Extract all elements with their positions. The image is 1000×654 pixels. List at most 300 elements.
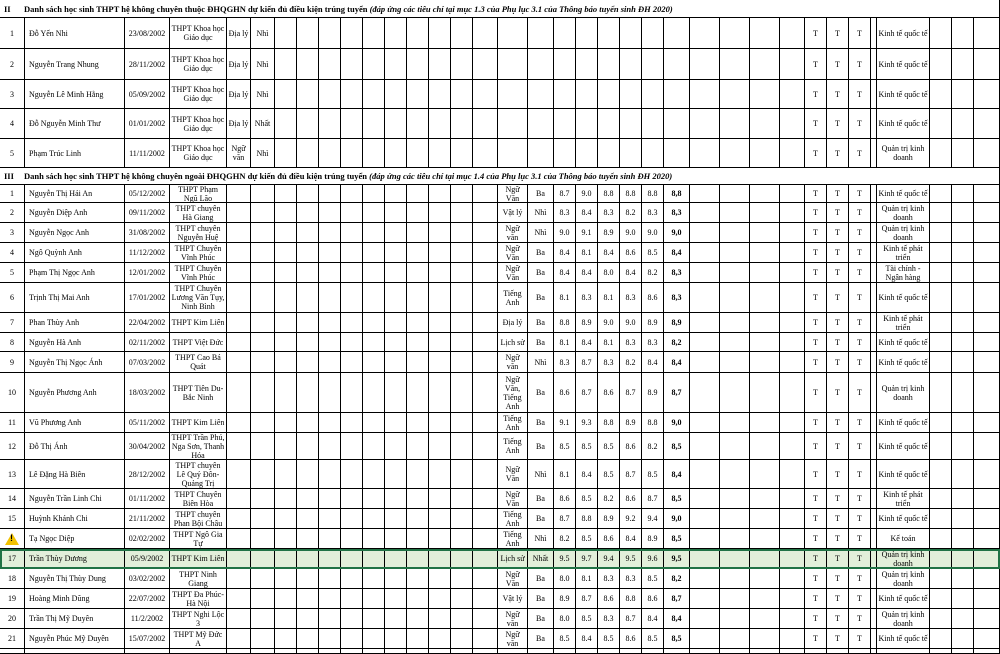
empty-cell[interactable]: [952, 629, 974, 649]
empty-cell[interactable]: [952, 433, 974, 460]
empty-cell[interactable]: [429, 609, 451, 629]
major-cell[interactable]: Kinh tế quốc tế: [877, 589, 930, 609]
average-score-cell[interactable]: 8,5: [664, 529, 690, 549]
major-cell[interactable]: Kinh tế quốc tế: [877, 109, 930, 139]
prize-cell[interactable]: Ba: [528, 589, 554, 609]
prize-cell[interactable]: Ba: [528, 629, 554, 649]
score-cell[interactable]: [576, 18, 598, 49]
score-cell[interactable]: [642, 80, 664, 109]
empty-cell[interactable]: [952, 460, 974, 489]
subject-cell[interactable]: Tiếng Anh: [498, 413, 528, 433]
empty-cell[interactable]: [363, 433, 385, 460]
empty-cell[interactable]: [319, 109, 341, 139]
score-cell[interactable]: 8.8: [554, 313, 576, 333]
criteria-cell[interactable]: T: [827, 529, 849, 549]
empty-cell[interactable]: [720, 243, 750, 263]
empty-cell[interactable]: [473, 352, 498, 373]
empty-cell[interactable]: [974, 243, 1000, 263]
subject-cell[interactable]: [227, 243, 251, 263]
score-cell[interactable]: 8.1: [598, 333, 620, 352]
score-cell[interactable]: [642, 109, 664, 139]
empty-cell[interactable]: [363, 549, 385, 569]
birth-date-cell[interactable]: 28/11/2002: [125, 49, 170, 80]
row-number-cell[interactable]: 5: [0, 263, 25, 283]
score-cell[interactable]: 8.6: [620, 489, 642, 509]
empty-cell[interactable]: [341, 333, 363, 352]
empty-cell[interactable]: [275, 109, 297, 139]
score-cell[interactable]: [598, 49, 620, 80]
empty-cell[interactable]: [385, 109, 407, 139]
empty-cell[interactable]: [407, 352, 429, 373]
student-row[interactable]: [0, 313, 1000, 333]
average-score-cell[interactable]: 8,8: [664, 185, 690, 203]
student-name-cell[interactable]: Nguyễn Thị Hải An: [25, 185, 125, 203]
prize-cell[interactable]: Nhì: [528, 460, 554, 489]
student-row[interactable]: [0, 243, 1000, 263]
score-cell[interactable]: 8.3: [598, 609, 620, 629]
subject-cell[interactable]: Lịch sử: [498, 549, 528, 569]
subject-cell[interactable]: [227, 203, 251, 223]
empty-cell[interactable]: [385, 283, 407, 313]
score-cell[interactable]: [554, 649, 576, 654]
empty-cell[interactable]: [720, 139, 750, 168]
score-cell[interactable]: 8.8: [642, 185, 664, 203]
score-cell[interactable]: 8.5: [576, 489, 598, 509]
score-cell[interactable]: [576, 80, 598, 109]
empty-cell[interactable]: [930, 413, 952, 433]
score-cell[interactable]: 8.5: [642, 569, 664, 589]
school-cell[interactable]: THPT Kim Liên: [170, 549, 227, 569]
score-cell[interactable]: 8.9: [642, 373, 664, 413]
empty-cell[interactable]: [930, 283, 952, 313]
empty-cell[interactable]: [275, 460, 297, 489]
empty-cell[interactable]: [720, 529, 750, 549]
criteria-cell[interactable]: T: [827, 203, 849, 223]
empty-cell[interactable]: [451, 313, 473, 333]
subject-cell[interactable]: [227, 223, 251, 243]
criteria-cell[interactable]: T: [849, 139, 871, 168]
subject-cell[interactable]: [227, 352, 251, 373]
empty-cell[interactable]: [750, 352, 780, 373]
score-cell[interactable]: 8.7: [554, 185, 576, 203]
average-score-cell[interactable]: 8,3: [664, 283, 690, 313]
major-cell[interactable]: Quản trị kinh doanh: [877, 569, 930, 589]
empty-cell[interactable]: [363, 609, 385, 629]
criteria-cell[interactable]: T: [805, 49, 827, 80]
score-cell[interactable]: [620, 80, 642, 109]
subject-cell[interactable]: Ngữ văn: [498, 629, 528, 649]
empty-cell[interactable]: [473, 433, 498, 460]
criteria-cell[interactable]: T: [849, 433, 871, 460]
empty-cell[interactable]: [473, 609, 498, 629]
student-name-cell[interactable]: Nguyễn Trần Linh Chi: [25, 489, 125, 509]
major-cell[interactable]: [877, 649, 930, 654]
empty-cell[interactable]: [341, 569, 363, 589]
row-number-cell[interactable]: 8: [0, 333, 25, 352]
empty-cell[interactable]: [952, 529, 974, 549]
score-cell[interactable]: [598, 139, 620, 168]
major-cell[interactable]: Kinh tế quốc tế: [877, 352, 930, 373]
empty-cell[interactable]: [341, 529, 363, 549]
major-cell[interactable]: Kinh tế quốc tế: [877, 80, 930, 109]
student-row[interactable]: [0, 18, 1000, 49]
empty-cell[interactable]: [407, 203, 429, 223]
empty-cell[interactable]: [451, 609, 473, 629]
criteria-cell[interactable]: T: [827, 80, 849, 109]
score-cell[interactable]: [598, 80, 620, 109]
empty-cell[interactable]: [297, 333, 319, 352]
empty-cell[interactable]: [363, 80, 385, 109]
empty-cell[interactable]: [341, 629, 363, 649]
prize-cell[interactable]: [528, 80, 554, 109]
row-number-cell[interactable]: 6: [0, 283, 25, 313]
subject-cell[interactable]: [227, 489, 251, 509]
empty-cell[interactable]: [275, 263, 297, 283]
average-score-cell[interactable]: 8,4: [664, 352, 690, 373]
score-cell[interactable]: [620, 649, 642, 654]
empty-cell[interactable]: [275, 569, 297, 589]
score-cell[interactable]: 8.6: [554, 373, 576, 413]
subject-cell[interactable]: [227, 529, 251, 549]
score-cell[interactable]: 8.6: [620, 629, 642, 649]
score-cell[interactable]: [554, 80, 576, 109]
score-cell[interactable]: 8.6: [598, 373, 620, 413]
criteria-cell[interactable]: T: [849, 609, 871, 629]
empty-cell[interactable]: [690, 509, 720, 529]
empty-cell[interactable]: [952, 333, 974, 352]
empty-cell[interactable]: [363, 649, 385, 654]
score-cell[interactable]: 9.6: [642, 549, 664, 569]
empty-cell[interactable]: [385, 373, 407, 413]
average-score-cell[interactable]: [664, 649, 690, 654]
empty-cell[interactable]: [297, 243, 319, 263]
empty-cell[interactable]: [780, 489, 805, 509]
empty-cell[interactable]: [690, 139, 720, 168]
criteria-cell[interactable]: T: [805, 509, 827, 529]
empty-cell[interactable]: [363, 333, 385, 352]
empty-cell[interactable]: [930, 185, 952, 203]
section-title[interactable]: [0, 0, 1000, 18]
empty-cell[interactable]: [275, 649, 297, 654]
empty-cell[interactable]: [720, 413, 750, 433]
empty-cell[interactable]: [275, 549, 297, 569]
criteria-cell[interactable]: T: [849, 549, 871, 569]
empty-cell[interactable]: [385, 549, 407, 569]
student-row[interactable]: [0, 80, 1000, 109]
empty-cell[interactable]: [319, 549, 341, 569]
empty-cell[interactable]: [750, 529, 780, 549]
empty-cell[interactable]: [690, 49, 720, 80]
score-cell[interactable]: 8.9: [642, 313, 664, 333]
empty-cell[interactable]: [720, 589, 750, 609]
score-cell[interactable]: 9.0: [554, 223, 576, 243]
empty-cell[interactable]: [407, 185, 429, 203]
birth-date-cell[interactable]: 11/2/2002: [125, 609, 170, 629]
empty-cell[interactable]: [341, 263, 363, 283]
student-name-cell[interactable]: Trịnh Thị Mai Anh: [25, 283, 125, 313]
score-cell[interactable]: 8.7: [576, 589, 598, 609]
subject-cell[interactable]: [227, 549, 251, 569]
subject-cell[interactable]: Tiếng Anh: [498, 529, 528, 549]
empty-cell[interactable]: [690, 333, 720, 352]
empty-cell[interactable]: [319, 373, 341, 413]
criteria-cell[interactable]: T: [805, 313, 827, 333]
criteria-cell[interactable]: T: [827, 313, 849, 333]
empty-cell[interactable]: [451, 649, 473, 654]
empty-cell[interactable]: [451, 333, 473, 352]
empty-cell[interactable]: [429, 109, 451, 139]
criteria-cell[interactable]: T: [805, 529, 827, 549]
empty-cell[interactable]: [720, 313, 750, 333]
score-cell[interactable]: 8.9: [576, 313, 598, 333]
empty-cell[interactable]: [974, 509, 1000, 529]
empty-cell[interactable]: [451, 489, 473, 509]
empty-cell[interactable]: [750, 333, 780, 352]
score-cell[interactable]: 8.6: [642, 283, 664, 313]
major-cell[interactable]: Tài chính - Ngân hàng: [877, 263, 930, 283]
empty-cell[interactable]: [690, 80, 720, 109]
major-cell[interactable]: Kinh tế phát triển: [877, 313, 930, 333]
student-row[interactable]: [0, 352, 1000, 373]
criteria-cell[interactable]: T: [805, 223, 827, 243]
empty-cell[interactable]: [385, 569, 407, 589]
empty-cell[interactable]: [690, 243, 720, 263]
score-cell[interactable]: 8.5: [642, 243, 664, 263]
student-name-cell[interactable]: Phạm Thị Ngọc Anh: [25, 263, 125, 283]
score-cell[interactable]: 8.4: [576, 629, 598, 649]
empty-cell[interactable]: [385, 352, 407, 373]
empty-cell[interactable]: [275, 283, 297, 313]
empty-cell[interactable]: [974, 223, 1000, 243]
empty-cell[interactable]: [385, 139, 407, 168]
student-row[interactable]: [0, 529, 1000, 549]
empty-cell[interactable]: [407, 460, 429, 489]
score-cell[interactable]: 8.0: [598, 263, 620, 283]
prize-cell[interactable]: Nhì: [528, 223, 554, 243]
empty-cell[interactable]: [319, 629, 341, 649]
school-cell[interactable]: THPT Ninh Giang: [170, 569, 227, 589]
empty-cell[interactable]: [429, 649, 451, 654]
empty-cell[interactable]: [385, 433, 407, 460]
empty-cell[interactable]: [407, 109, 429, 139]
criteria-cell[interactable]: T: [849, 529, 871, 549]
empty-cell[interactable]: [275, 203, 297, 223]
student-row[interactable]: [0, 203, 1000, 223]
criteria-cell[interactable]: T: [827, 413, 849, 433]
average-score-cell[interactable]: [664, 80, 690, 109]
criteria-cell[interactable]: T: [827, 373, 849, 413]
subject-cell[interactable]: Địa lý: [227, 18, 251, 49]
empty-cell[interactable]: [473, 460, 498, 489]
score-cell[interactable]: [642, 139, 664, 168]
prize-cell[interactable]: [251, 629, 275, 649]
subject-cell[interactable]: [227, 649, 251, 654]
criteria-cell[interactable]: T: [827, 283, 849, 313]
empty-cell[interactable]: [429, 203, 451, 223]
birth-date-cell[interactable]: 05/11/2002: [125, 413, 170, 433]
school-cell[interactable]: THPT Kim Liên: [170, 313, 227, 333]
empty-cell[interactable]: [341, 109, 363, 139]
empty-cell[interactable]: [407, 433, 429, 460]
subject-cell[interactable]: [498, 80, 528, 109]
empty-cell[interactable]: [780, 243, 805, 263]
school-cell[interactable]: THPT Khoa học Giáo dục: [170, 18, 227, 49]
birth-date-cell[interactable]: 22/04/2002: [125, 313, 170, 333]
empty-cell[interactable]: [473, 243, 498, 263]
empty-cell[interactable]: [319, 589, 341, 609]
empty-cell[interactable]: [275, 529, 297, 549]
empty-cell[interactable]: [690, 629, 720, 649]
empty-cell[interactable]: [952, 49, 974, 80]
birth-date-cell[interactable]: 07/03/2002: [125, 352, 170, 373]
subject-cell[interactable]: [227, 263, 251, 283]
birth-date-cell[interactable]: 18/03/2002: [125, 373, 170, 413]
subject-cell[interactable]: Địa lý: [498, 313, 528, 333]
empty-cell[interactable]: [974, 433, 1000, 460]
score-cell[interactable]: 8.2: [620, 352, 642, 373]
major-cell[interactable]: Kinh tế quốc tế: [877, 509, 930, 529]
empty-cell[interactable]: [780, 629, 805, 649]
average-score-cell[interactable]: 8,4: [664, 609, 690, 629]
empty-cell[interactable]: [780, 49, 805, 80]
empty-cell[interactable]: [720, 185, 750, 203]
empty-cell[interactable]: [451, 185, 473, 203]
empty-cell[interactable]: [429, 185, 451, 203]
score-cell[interactable]: 8.3: [554, 203, 576, 223]
empty-cell[interactable]: [780, 263, 805, 283]
average-score-cell[interactable]: 8,3: [664, 203, 690, 223]
birth-date-cell[interactable]: 11/12/2002: [125, 243, 170, 263]
empty-cell[interactable]: [473, 203, 498, 223]
empty-cell[interactable]: [363, 49, 385, 80]
row-number-cell[interactable]: 13: [0, 460, 25, 489]
subject-cell[interactable]: [498, 49, 528, 80]
empty-cell[interactable]: [780, 529, 805, 549]
prize-cell[interactable]: Ba: [528, 283, 554, 313]
empty-cell[interactable]: [319, 18, 341, 49]
empty-cell[interactable]: [720, 509, 750, 529]
empty-cell[interactable]: [363, 243, 385, 263]
empty-cell[interactable]: [750, 185, 780, 203]
empty-cell[interactable]: [319, 243, 341, 263]
empty-cell[interactable]: [451, 629, 473, 649]
empty-cell[interactable]: [297, 489, 319, 509]
criteria-cell[interactable]: T: [849, 313, 871, 333]
empty-cell[interactable]: [429, 629, 451, 649]
criteria-cell[interactable]: [849, 649, 871, 654]
prize-cell[interactable]: Ba: [528, 243, 554, 263]
empty-cell[interactable]: [451, 352, 473, 373]
score-cell[interactable]: 8.2: [642, 263, 664, 283]
score-cell[interactable]: 8.7: [620, 373, 642, 413]
empty-cell[interactable]: [275, 313, 297, 333]
major-cell[interactable]: Kế toán: [877, 529, 930, 549]
score-cell[interactable]: 8.7: [554, 509, 576, 529]
score-cell[interactable]: 8.2: [598, 489, 620, 509]
empty-cell[interactable]: [720, 333, 750, 352]
score-cell[interactable]: [576, 49, 598, 80]
empty-cell[interactable]: [297, 460, 319, 489]
score-cell[interactable]: 8.4: [576, 333, 598, 352]
row-number-cell[interactable]: [0, 649, 25, 654]
empty-cell[interactable]: [690, 489, 720, 509]
empty-cell[interactable]: [319, 569, 341, 589]
empty-cell[interactable]: [363, 18, 385, 49]
subject-cell[interactable]: [227, 460, 251, 489]
student-name-cell[interactable]: Nguyễn Phúc Mỹ Duyên: [25, 629, 125, 649]
empty-cell[interactable]: [385, 223, 407, 243]
school-cell[interactable]: THPT chuyên Hà Giang: [170, 203, 227, 223]
criteria-cell[interactable]: T: [805, 352, 827, 373]
empty-cell[interactable]: [319, 313, 341, 333]
empty-cell[interactable]: [780, 649, 805, 654]
empty-cell[interactable]: [690, 433, 720, 460]
prize-cell[interactable]: Nhì: [251, 80, 275, 109]
empty-cell[interactable]: [473, 549, 498, 569]
score-cell[interactable]: 8.4: [642, 609, 664, 629]
empty-cell[interactable]: [780, 373, 805, 413]
empty-cell[interactable]: [690, 263, 720, 283]
empty-cell[interactable]: [952, 80, 974, 109]
empty-cell[interactable]: [952, 139, 974, 168]
row-number-cell[interactable]: 14: [0, 489, 25, 509]
empty-cell[interactable]: [275, 629, 297, 649]
prize-cell[interactable]: [251, 460, 275, 489]
empty-cell[interactable]: [690, 313, 720, 333]
empty-cell[interactable]: [952, 263, 974, 283]
empty-cell[interactable]: [473, 529, 498, 549]
empty-cell[interactable]: [451, 203, 473, 223]
school-cell[interactable]: THPT Khoa học Giáo dục: [170, 139, 227, 168]
criteria-cell[interactable]: T: [849, 589, 871, 609]
criteria-cell[interactable]: T: [849, 460, 871, 489]
empty-cell[interactable]: [930, 529, 952, 549]
prize-cell[interactable]: Nhất: [251, 109, 275, 139]
empty-cell[interactable]: [407, 139, 429, 168]
empty-cell[interactable]: [952, 185, 974, 203]
prize-cell[interactable]: Nhì: [251, 139, 275, 168]
empty-cell[interactable]: [952, 649, 974, 654]
criteria-cell[interactable]: T: [849, 333, 871, 352]
empty-cell[interactable]: [385, 460, 407, 489]
score-cell[interactable]: 8.4: [576, 203, 598, 223]
subject-cell[interactable]: Ngữ văn: [498, 609, 528, 629]
empty-cell[interactable]: [451, 529, 473, 549]
average-score-cell[interactable]: 8,5: [664, 433, 690, 460]
empty-cell[interactable]: [720, 373, 750, 413]
subject-cell[interactable]: [227, 283, 251, 313]
empty-cell[interactable]: [385, 529, 407, 549]
criteria-cell[interactable]: T: [827, 263, 849, 283]
empty-cell[interactable]: [319, 223, 341, 243]
empty-cell[interactable]: [319, 649, 341, 654]
subject-cell[interactable]: [227, 609, 251, 629]
empty-cell[interactable]: [930, 629, 952, 649]
empty-cell[interactable]: [720, 460, 750, 489]
score-cell[interactable]: 8.8: [576, 509, 598, 529]
empty-cell[interactable]: [720, 49, 750, 80]
criteria-cell[interactable]: T: [827, 460, 849, 489]
student-name-cell[interactable]: Huỳnh Khánh Chi: [25, 509, 125, 529]
empty-cell[interactable]: [780, 18, 805, 49]
score-cell[interactable]: [554, 49, 576, 80]
prize-cell[interactable]: [251, 589, 275, 609]
empty-cell[interactable]: [451, 109, 473, 139]
empty-cell[interactable]: [750, 460, 780, 489]
score-cell[interactable]: 8.2: [620, 203, 642, 223]
empty-cell[interactable]: [690, 460, 720, 489]
empty-cell[interactable]: [297, 80, 319, 109]
